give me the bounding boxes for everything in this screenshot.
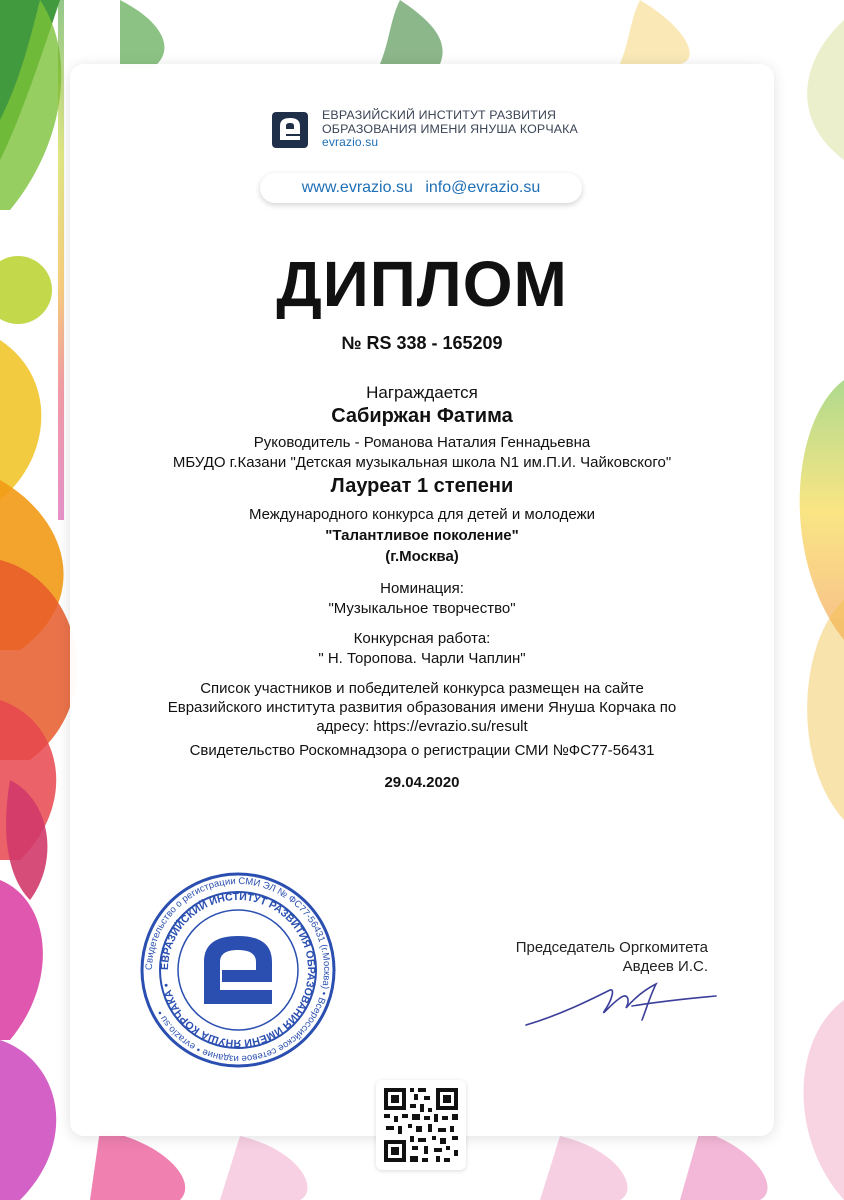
institute-name-line1: ЕВРАЗИЙСКИЙ ИНСТИТУТ РАЗВИТИЯ <box>322 108 557 122</box>
institute-logo-icon <box>272 112 308 148</box>
work-label: Конкурсная работа: <box>353 630 491 647</box>
email-link[interactable]: info@evrazio.su <box>425 179 541 196</box>
results-notice-line2: Евразийского института развития образования имени Януша Корчака по <box>167 699 677 716</box>
qr-code-icon <box>376 1080 466 1170</box>
stamp-logo-icon <box>204 936 272 1004</box>
results-notice-line1: Список участников и победителей конкурса размещен на сайте <box>200 680 644 697</box>
contest-description: Международного конкурса для детей и молодежи <box>248 506 596 523</box>
results-notice <box>70 679 774 736</box>
leader-line: Руководитель - Романова Наталия Геннадьевна <box>253 434 591 451</box>
qr-code[interactable] <box>376 1080 466 1170</box>
contacts-pill <box>260 173 582 203</box>
nomination-label: Номинация: <box>380 580 464 597</box>
place-line: Лауреат 1 степени <box>330 475 514 497</box>
issue-date: 29.04.2020 <box>384 774 460 791</box>
diploma-number: № RS 338 - 165209 <box>341 333 503 353</box>
contest-name: "Талантливое поколение" <box>325 527 519 544</box>
awardee-name: Сабиржан Фатима <box>331 405 513 427</box>
chairman-name: Авдеев И.С. <box>622 958 708 975</box>
institute-site: evrazio.su <box>322 135 379 149</box>
awarded-label: Награждается <box>366 383 478 402</box>
results-notice-line3: адресу: https://evrazio.su/result <box>316 718 528 735</box>
handwritten-signature <box>520 970 720 1040</box>
institute-name <box>322 109 578 150</box>
official-stamp <box>140 872 336 1068</box>
website-link[interactable]: www.evrazio.su <box>301 179 413 196</box>
registration-line: Свидетельство Роскомнадзора о регистрации СМИ №ФС77-56431 <box>189 742 655 759</box>
contest-city: (г.Москва) <box>385 548 459 565</box>
school-line: МБУДО г.Казани "Детская музыкальная школа N1 им.П.И. Чайковского" <box>172 454 672 471</box>
diploma-title: ДИПЛОМ <box>276 248 568 320</box>
work-value: " Н. Торопова. Чарли Чаплин" <box>318 650 526 667</box>
nomination-value: "Музыкальное творчество" <box>328 600 516 617</box>
stamp-inner-text: ЕВРАЗИЙСКИЙ ИНСТИТУТ РАЗВИТИЯ ОБРАЗОВАНИЯ ИМЕНИ ЯНУША КОРЧАКА • <box>158 890 318 1050</box>
institute-name-line2: ОБРАЗОВАНИЯ ИМЕНИ ЯНУША КОРЧАКА <box>322 121 578 136</box>
stamp-outer-text: Свидетельство о регистрации СМИ ЭЛ № ФС77-56431 (г.Москва) • Всероссийское сетевое издание • evrazio.su • <box>143 875 333 1065</box>
chairman-title: Председатель Оргкомитета <box>515 939 708 956</box>
